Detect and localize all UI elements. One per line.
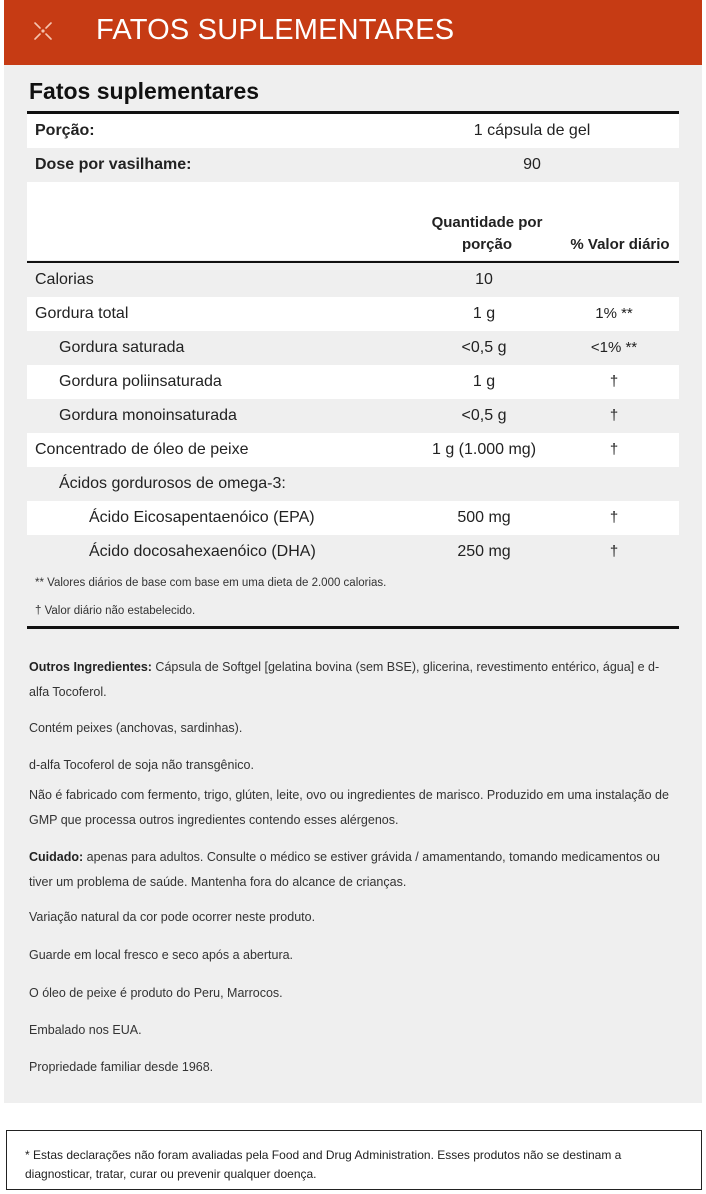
nutrient-label: Ácido Eicosapentaenóico (EPA)	[89, 509, 315, 526]
nutrient-amount: 500 mg	[457, 509, 511, 526]
family-owned-note: Propriedade familiar desde 1968.	[29, 1060, 214, 1074]
serving-size-label: Porção:	[35, 122, 95, 139]
nutrient-dv: <1% **	[590, 339, 638, 356]
nutrient-amount: 1 g	[472, 373, 496, 390]
nutrient-dv: †	[609, 407, 619, 424]
other-ingredients	[29, 655, 679, 705]
serving-size-row	[27, 114, 679, 148]
divider-bottom	[27, 626, 679, 629]
other-ingredients-label: Outros Ingredientes:	[29, 660, 152, 674]
nutrient-amount: 250 mg	[457, 543, 511, 560]
daily-value-column-header: % Valor diário	[570, 236, 670, 253]
section-header	[4, 0, 702, 65]
cross-sparkle-icon	[32, 20, 54, 42]
nutrient-dv: 1% **	[595, 305, 633, 322]
caution-text: apenas para adultos. Consulte o médico se estiver grávida / amamentando, tomando medicamentos ou tiver um problema de saúde. Mantenha fora do alcance de crianças.	[29, 850, 660, 889]
caution-statement	[29, 845, 679, 895]
nutrient-label: Concentrado de óleo de peixe	[35, 441, 249, 458]
nutrient-row	[27, 331, 679, 365]
nutrient-label: Ácido docosahexaenóico (DHA)	[89, 543, 316, 560]
column-header-row	[27, 182, 679, 260]
nutrient-dv: †	[609, 441, 619, 458]
nutrient-row	[27, 501, 679, 535]
nutrient-label: Gordura monoinsaturada	[59, 407, 237, 424]
other-ingredients-text: Cápsula de Softgel [gelatina bovina (sem BSE), glicerina, revestimento entérico, água] e d-alfa Tocoferol.	[29, 660, 660, 699]
nutrient-label: Gordura saturada	[59, 339, 185, 356]
nutrient-amount: 10	[475, 271, 493, 288]
color-variation-note: Variação natural da cor pode ocorrer neste produto.	[29, 910, 316, 924]
nutrient-dv: †	[609, 373, 619, 390]
amount-column-header: Quantidade por porção	[431, 214, 543, 253]
nutrient-row	[27, 399, 679, 433]
nutrient-row	[27, 535, 679, 569]
servings-per-container-label: Dose por vasilhame:	[35, 156, 192, 173]
serving-size-value: 1 cápsula de gel	[473, 122, 591, 139]
footnote-dv-not-established: † Valor diário não estabelecido.	[35, 605, 196, 617]
nutrient-label: Gordura total	[35, 305, 129, 322]
nutrient-amount: <0,5 g	[461, 407, 507, 424]
nutrient-row	[27, 297, 679, 331]
nutrient-row	[27, 433, 679, 467]
nutrient-label: Gordura poliinsaturada	[59, 373, 222, 390]
nutrient-row	[27, 365, 679, 399]
origin-note: O óleo de peixe é produto do Peru, Marrocos.	[29, 986, 283, 1000]
nutrient-row	[27, 263, 679, 297]
allergen-statement: Não é fabricado com fermento, trigo, glúten, leite, ovo ou ingredientes de marisco. Produzido em uma instalação de GMP que processa outros ingredientes contendo esses alérgenos.	[29, 788, 669, 827]
facts-title: Fatos suplementares	[29, 78, 260, 104]
packaged-note: Embalado nos EUA.	[29, 1023, 142, 1037]
nutrient-label: Calorias	[35, 271, 94, 288]
nutrient-dv: †	[609, 509, 619, 526]
soy-tocopherol: d-alfa Tocoferol de soja não transgênico.	[29, 758, 254, 772]
servings-per-container-value: 90	[523, 156, 541, 173]
nutrient-label: Ácidos gordurosos de omega-3:	[59, 475, 286, 492]
caution-label: Cuidado:	[29, 850, 84, 864]
servings-per-container-row	[27, 148, 679, 182]
nutrient-row	[27, 467, 679, 501]
nutrient-amount: 1 g	[472, 305, 496, 322]
footnote-dv-basis: ** Valores diários de base com base em uma dieta de 2.000 calorias.	[35, 577, 387, 589]
nutrient-amount: <0,5 g	[461, 339, 507, 356]
fda-disclaimer: * Estas declarações não foram avaliadas pela Food and Drug Administration. Esses produtos não se destinam a diagnosticar, tratar, curar ou prevenir qualquer doença.	[6, 1130, 702, 1190]
header-title: FATOS SUPLEMENTARES	[96, 14, 455, 46]
nutrient-dv: †	[609, 543, 619, 560]
contains-fish: Contém peixes (anchovas, sardinhas).	[29, 721, 243, 735]
nutrient-amount: 1 g (1.000 mg)	[431, 441, 537, 458]
storage-note: Guarde em local fresco e seco após a abertura.	[29, 948, 294, 962]
